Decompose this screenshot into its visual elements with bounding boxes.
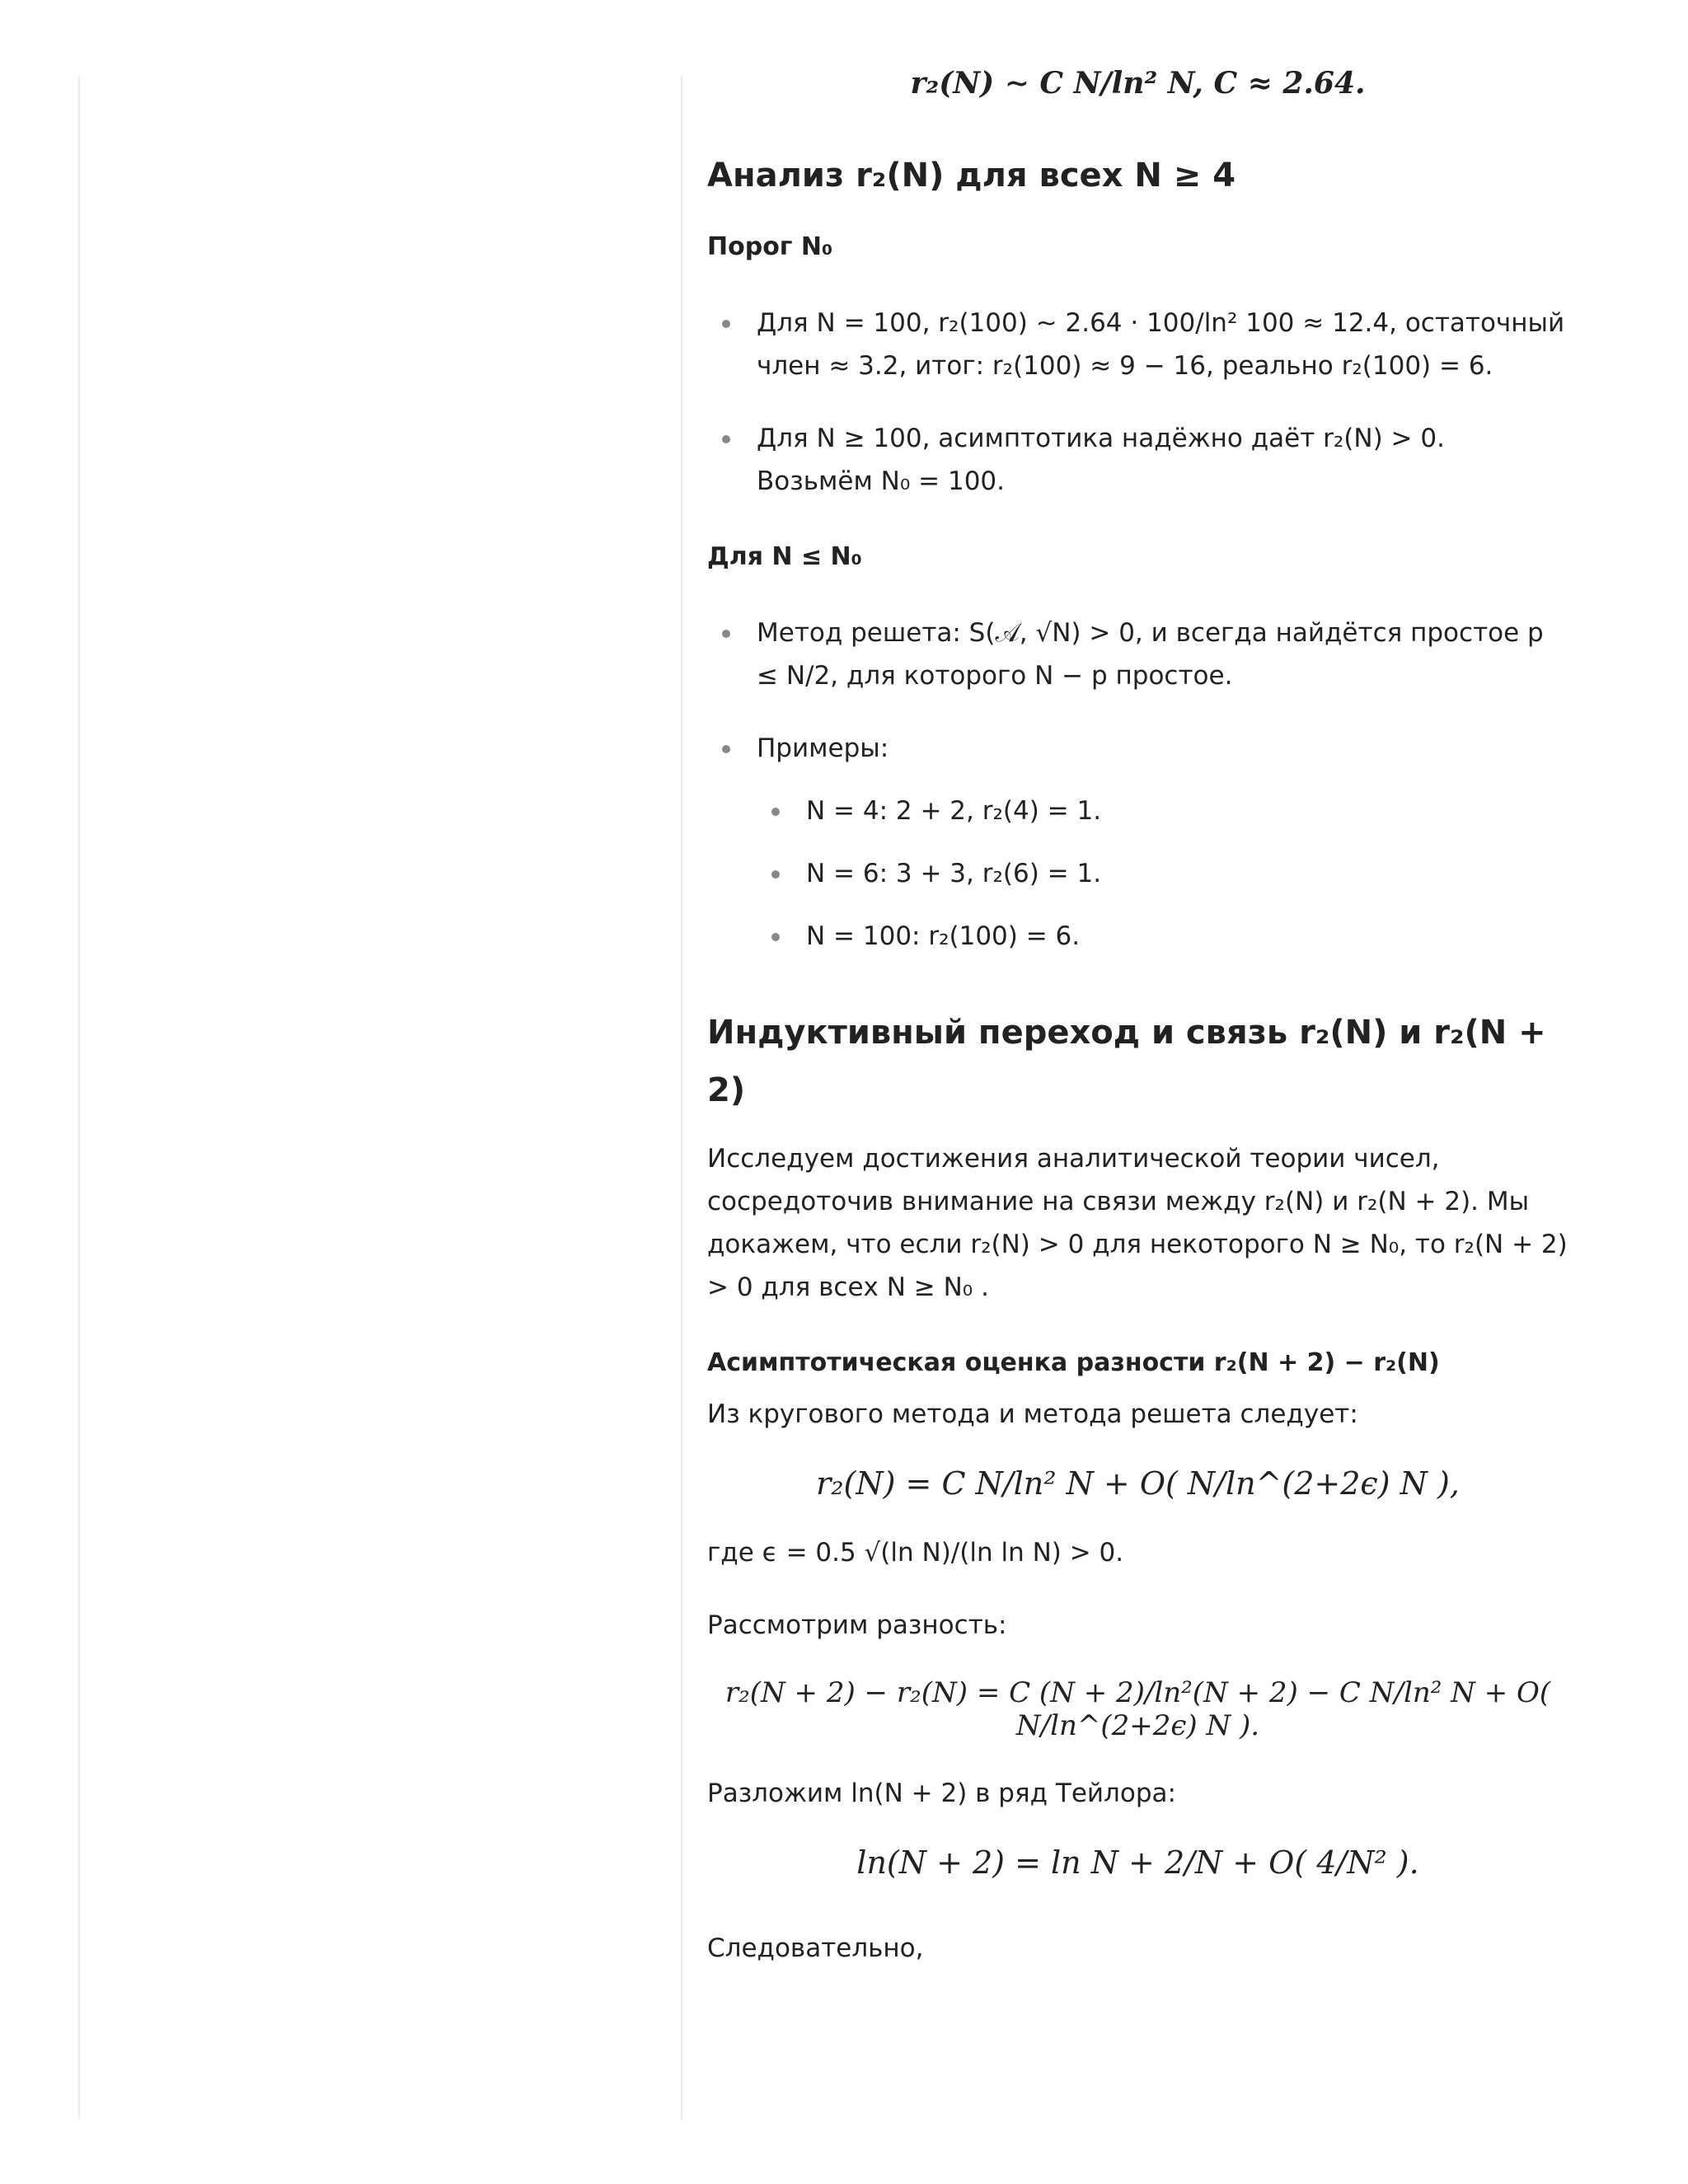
left-column-divider (78, 76, 80, 2120)
heading-below-threshold: Для N ≤ N₀ (707, 542, 862, 571)
heading-threshold: Порог N₀ (707, 232, 833, 261)
content-column-divider (681, 76, 682, 2120)
formula-taylor: ln(N + 2) = ln N + 2/N + O( 4/N² ). (856, 1844, 1419, 1881)
document-content (707, 66, 1568, 1970)
example-item: N = 4: 2 + 2, r₂(4) = 1. (707, 790, 1568, 832)
therefore-text: Следовательно, (707, 1933, 924, 1963)
formula-difference: r₂(N + 2) − r₂(N) = C (N + 2)/ln²(N + 2) − C N/ln² N + O( N/ln^(2+2ϵ) N ). (724, 1676, 1551, 1742)
consider-difference-text: Рассмотрим разность: (707, 1610, 1007, 1640)
formula-r2: r₂(N) = C N/ln² N + O( N/ln^(2+2ϵ) N ), (816, 1465, 1460, 1502)
taylor-intro-text: Разложим ln(N + 2) в ряд Тейлора: (707, 1779, 1176, 1808)
formula-top: r₂(N) ∼ C N/ln² N, C ≈ 2.64. (910, 66, 1366, 101)
example-item: N = 100: r₂(100) = 6. (707, 915, 1568, 958)
example-item: N = 6: 3 + 3, r₂(6) = 1. (707, 852, 1568, 895)
heading-asymptotic: Асимптотическая оценка разности r₂(N + 2) − r₂(N) (707, 1348, 1440, 1377)
list-item: Примеры: (707, 727, 1568, 770)
list-item: Метод решета: S(𝒜, √N) > 0, и всегда найдётся простое p ≤ N/2, для которого N − p простое. (707, 612, 1568, 697)
where-epsilon-text: где ϵ = 0.5 √(ln N)/(ln ln N) > 0. (707, 1538, 1124, 1568)
sieve-list (707, 612, 1568, 958)
list-item: Для N ≥ 100, асимптотика надёжно даёт r₂(N) > 0. Возьмём N₀ = 100. (707, 417, 1568, 503)
list-item: Для N = 100, r₂(100) ∼ 2.64 · 100/ln² 100 ≈ 12.4, остаточный член ≈ 3.2, итог: r₂(100) ≈ 9 − 16, реально r₂(100) = 6. (707, 302, 1568, 387)
heading-induction: Индуктивный переход и связь r₂(N) и r₂(N + 2) (707, 1014, 1546, 1109)
induction-paragraph: Исследуем достижения аналитической теории чисел, сосредоточив внимание на связи между r₂(N) и r₂(N + 2). Мы докажем, что если r₂(N) > 0 для некоторого N ≥ N₀, то r₂(N + 2) > 0 для всех N ≥ N₀ . (707, 1144, 1568, 1302)
threshold-list (707, 302, 1568, 503)
from-methods-text: Из кругового метода и метода решета следует: (707, 1399, 1358, 1429)
heading-analysis: Анализ r₂(N) для всех N ≥ 4 (707, 157, 1236, 194)
